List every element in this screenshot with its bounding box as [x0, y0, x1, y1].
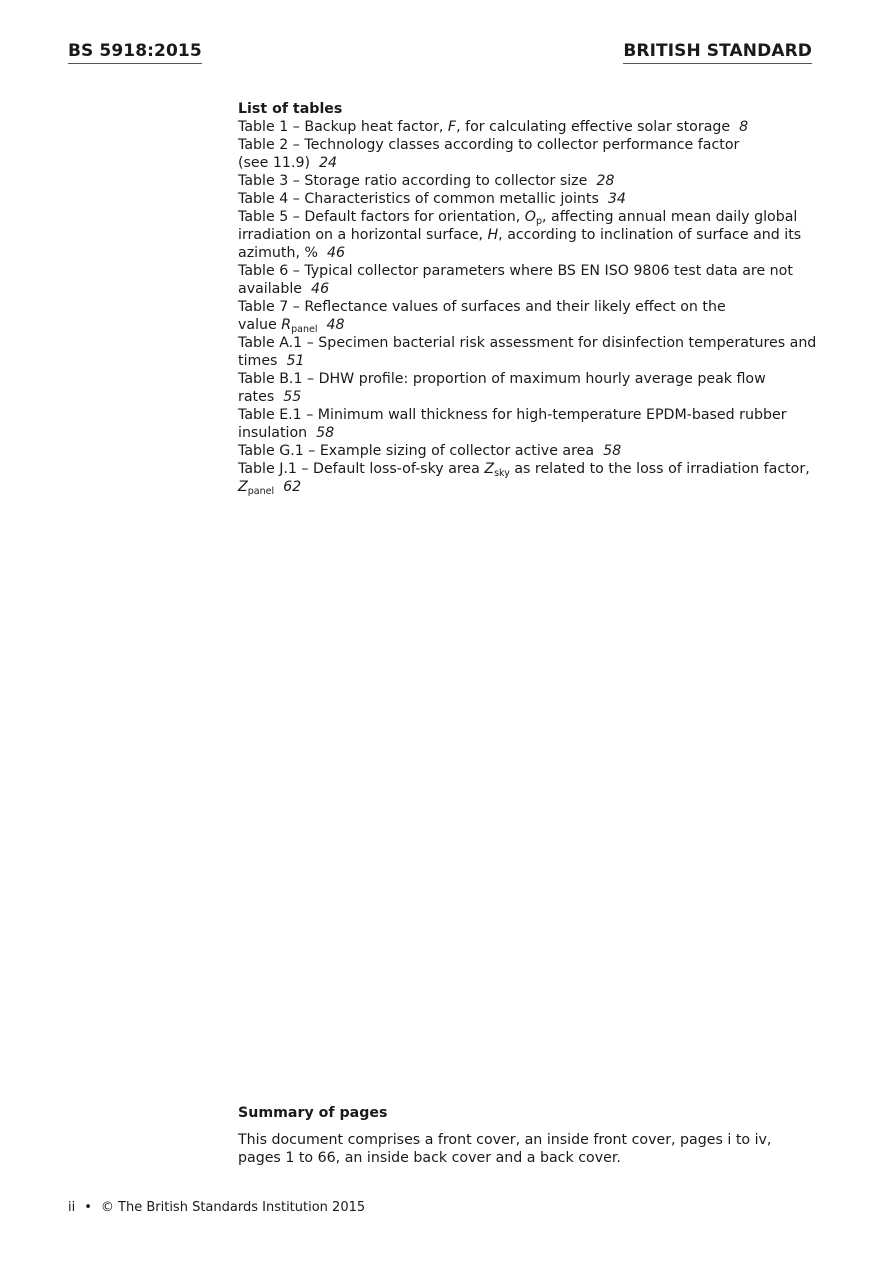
- footer-bullet: •: [84, 1200, 92, 1215]
- entry-text: , for calculating effective solar storage: [456, 119, 731, 135]
- table-entry[interactable]: [238, 136, 818, 172]
- entry-page-number: 58: [603, 443, 622, 459]
- entry-text: Table B.1 – DHW profile: proportion of maximum hourly average peak flow rates: [238, 371, 766, 405]
- entry-page-number: 34: [607, 191, 626, 207]
- entry-symbol: R: [281, 317, 292, 333]
- table-entry[interactable]: [238, 442, 818, 460]
- footer-page-number: ii: [68, 1200, 76, 1215]
- entry-text: Table 7 – Reflectance values of surfaces and their likely effect on the: [238, 299, 726, 315]
- entry-text: Table 6 – Typical collector parameters where BS EN ISO 9806 test data are not available: [238, 263, 793, 297]
- entry-text: Table 3 – Storage ratio according to collector size: [238, 173, 588, 189]
- entry-page-number: 48: [326, 317, 345, 333]
- table-entry[interactable]: [238, 118, 818, 136]
- entry-text: , according to inclination of surface and its azimuth, %: [238, 227, 802, 261]
- header-document-number: BS 5918:2015: [68, 40, 202, 64]
- table-entry[interactable]: [238, 172, 818, 190]
- table-entry[interactable]: [238, 370, 818, 406]
- table-entry[interactable]: [238, 406, 818, 442]
- list-of-tables: [238, 100, 818, 496]
- entry-symbol: Z: [484, 461, 495, 477]
- summary-heading: Summary of pages: [238, 1105, 388, 1121]
- entry-text: Table E.1 – Minimum wall thickness for high-temperature EPDM-based rubber insulation: [238, 407, 787, 441]
- entry-symbol: Z: [238, 479, 248, 495]
- summary-of-pages: [238, 1104, 818, 1167]
- entry-page-number: 51: [286, 353, 305, 369]
- table-entry[interactable]: [238, 208, 818, 262]
- entry-page-number: 46: [326, 245, 346, 261]
- entry-subscript: sky: [494, 468, 510, 479]
- entry-text: as related to the loss of irradiation factor,: [509, 461, 810, 477]
- entry-page-number: 62: [283, 479, 302, 495]
- entry-page-number: 24: [319, 155, 338, 171]
- entry-text: Table 2 – Technology classes according to collector performance factor: [238, 137, 740, 153]
- entry-page-number: 46: [311, 281, 330, 297]
- entry-page-number: 55: [283, 389, 302, 405]
- entry-subscript: panel: [247, 486, 275, 497]
- header-publisher: BRITISH STANDARD: [623, 40, 812, 64]
- list-of-tables-heading: List of tables: [238, 101, 343, 117]
- table-entry[interactable]: [238, 190, 818, 208]
- entry-text: value: [238, 317, 282, 333]
- entry-page-number: 8: [739, 119, 749, 135]
- entry-symbol: O: [524, 209, 536, 225]
- table-entry[interactable]: [238, 298, 818, 334]
- page-footer: [68, 1199, 365, 1217]
- summary-text: This document comprises a front cover, an inside front cover, pages i to iv, pages 1 to 66, an inside back cover and a back cover.: [238, 1132, 772, 1166]
- entry-subscript: p: [535, 216, 542, 227]
- entry-text: Table 5 – Default factors for orientation,: [238, 209, 525, 225]
- entry-page-number: 28: [596, 173, 615, 189]
- entry-text: Table G.1 – Example sizing of collector active area: [238, 443, 595, 459]
- entry-symbol: H: [487, 227, 499, 243]
- entry-page-number: 58: [316, 425, 335, 441]
- table-entry[interactable]: [238, 460, 818, 496]
- table-entry[interactable]: [238, 262, 818, 298]
- entry-text: Table A.1 – Specimen bacterial risk assessment for disinfection temperatures and times: [238, 335, 817, 369]
- entry-text: , affecting annual mean daily global irradiation on a horizontal surface,: [238, 209, 798, 243]
- entry-text: Table J.1 – Default loss-of-sky area: [238, 461, 485, 477]
- footer-copyright: © The British Standards Institution 2015: [100, 1200, 366, 1215]
- entry-symbol: F: [447, 119, 457, 135]
- entry-subscript: panel: [291, 324, 318, 335]
- entry-text: Table 1 – Backup heat factor,: [238, 119, 448, 135]
- entry-text: (see 11.9): [238, 155, 311, 171]
- table-entry[interactable]: [238, 334, 818, 370]
- entry-text: Table 4 – Characteristics of common metallic joints: [238, 191, 599, 207]
